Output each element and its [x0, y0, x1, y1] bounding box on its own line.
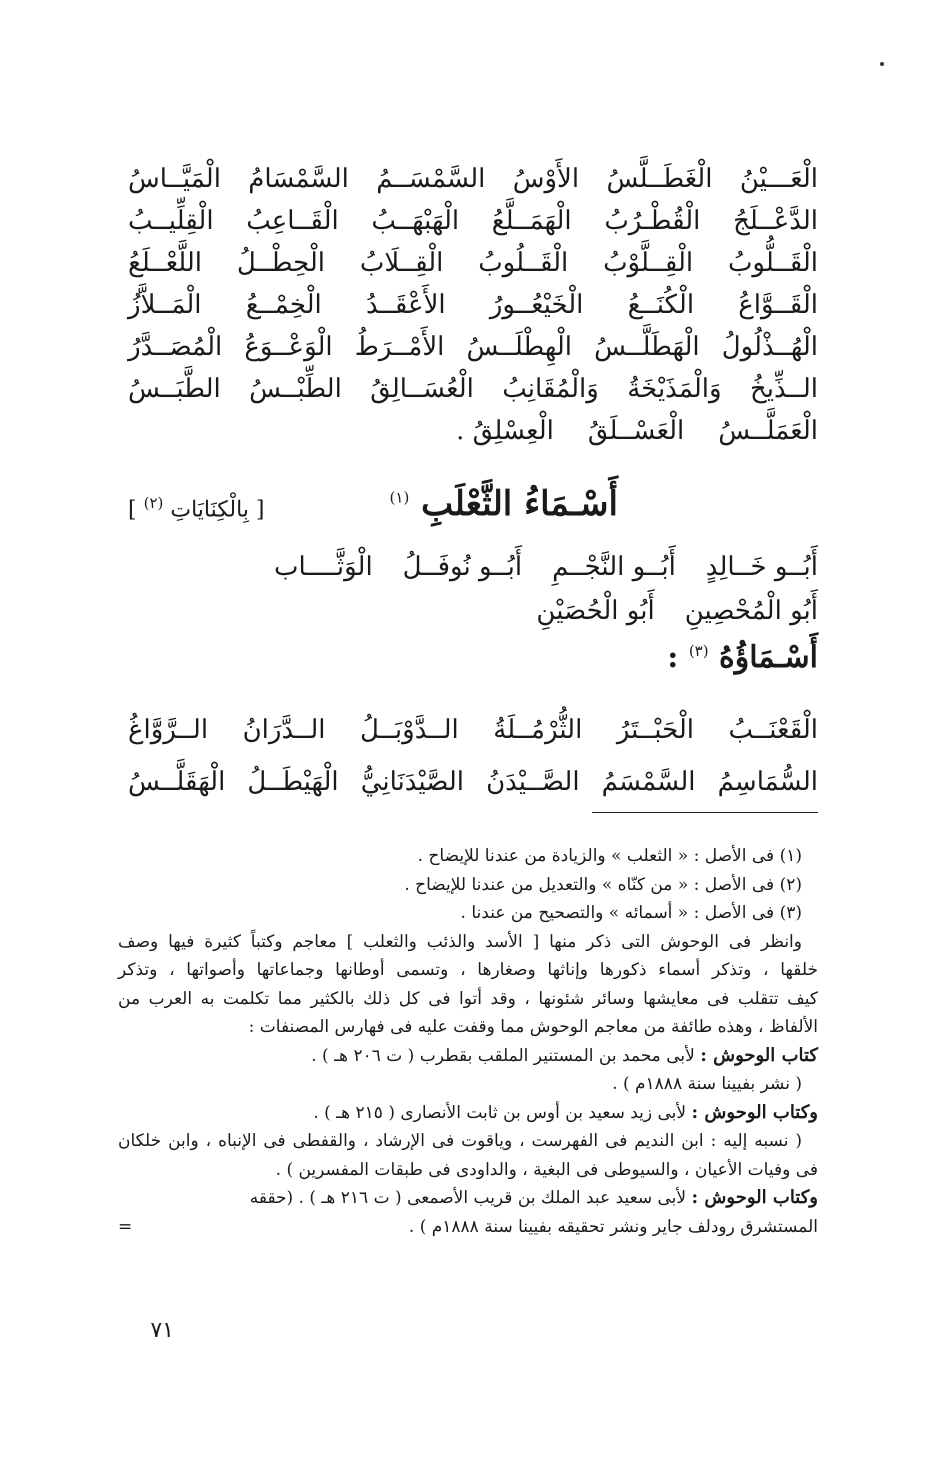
section-title	[390, 484, 618, 524]
word: الأَوْسُ	[512, 164, 580, 194]
word: وَالْمَذَيْخَةُ	[627, 374, 722, 404]
section-title-text: أَسْـمَاءُ الثَّعْلَبِ	[421, 484, 618, 524]
kunya-line-2	[536, 596, 818, 626]
word: الْكُنَــعُ	[627, 290, 695, 320]
word: الْهَبْهَــبُ	[371, 206, 460, 236]
footnote-separator	[592, 812, 818, 813]
kunya-label: [ بِالْكِنَايَاتِ	[170, 497, 265, 523]
book-title: وكتاب الوحوش :	[691, 1187, 818, 1208]
word: الْقُطْـرُبُ	[604, 206, 701, 236]
book-entry-2	[118, 1099, 818, 1128]
names-line-1	[128, 704, 818, 756]
footnote-ref-1: (١)	[389, 488, 410, 507]
book-entry-3	[118, 1184, 818, 1213]
word: الْعَسْــلَقُ	[587, 416, 685, 446]
word: الْحِطْــلُ	[236, 248, 326, 278]
book-entry-2-note: ( نسبه إليه : ابن النديم فى الفهرست ، وياقوت فى الإرشاد ، والقفطى فى الإنباه ، وابن خلكان	[118, 1131, 802, 1151]
word: الْعِسْلِقُ .	[456, 416, 554, 446]
word: الْقِــلَّوْبُ	[603, 248, 694, 278]
word: الْهَمَــلَّعُ	[491, 206, 572, 236]
name: الْهَقَلَّــسُ	[128, 767, 226, 797]
kunya-note	[128, 494, 265, 522]
kunya: أَبُو الْحُصَيْنِ	[536, 596, 655, 626]
word-line-7	[128, 410, 818, 452]
word: الأَمْــرَطُ	[354, 332, 445, 362]
kunya: أَبُو الْمُحْصِينِ	[684, 596, 818, 626]
book-author: لأبى محمد بن المستنير الملقب بقطرب ( ت ٢٠٦ هـ ) .	[311, 1045, 701, 1066]
book-entry-2-note: فى وفيات الأعيان ، والسيوطى فى البغية ، والداودى فى طبقات المفسرين ) .	[275, 1159, 818, 1180]
name: الثُّرْمُــلَةُ	[493, 715, 583, 745]
word: الْعَـــيْنُ	[739, 164, 818, 194]
book-author: لأبى سعيد عبد الملك بن قريب الأصمعى ( ت ٢١٦ هـ ) . (حققه	[249, 1188, 692, 1208]
name: الــرَّوَّاغُ	[128, 715, 209, 745]
footnote-3: (٣) فى الأصل : « أسمائه » والتصحيح من عندنا .	[460, 903, 802, 923]
footnote-paragraph-line: الألفاظ ، وهذه طائفة من معاجم الوحوش مما وقفت عليه فى فهارس المصنفات :	[248, 1017, 818, 1037]
name: الْقَعْنَــبُ	[728, 715, 818, 745]
word: الأَعْقَــدُ	[366, 290, 446, 320]
name: الــدَّرَانُ	[242, 715, 326, 745]
fox-names-list	[128, 704, 818, 808]
word: الْمَيَّــاسُ	[128, 164, 221, 194]
name: الْحَبْــتَرُ	[616, 715, 695, 745]
word: الْوَعْــوَعُ	[244, 332, 333, 362]
book-entry-3-note	[118, 1213, 818, 1242]
name: الصَّــيْدَنُ	[486, 767, 580, 797]
book-entry-1	[118, 1042, 818, 1071]
word-line-1	[128, 158, 818, 200]
kunya: أَبُــو النَّجْــمِ	[552, 552, 676, 582]
fox-words-list	[128, 158, 818, 452]
word: الدَّعْــلَجُ	[733, 206, 818, 236]
word: الطِّبْــسُ	[249, 374, 342, 404]
book-title: كتاب الوحوش :	[700, 1044, 818, 1066]
word: الــذِّيخُ	[749, 374, 818, 404]
names-line-2	[128, 756, 818, 808]
book-author: لأبى زيد سعيد بن أوس بن ثابت الأنصارى ( ٢١٥ هـ ) .	[313, 1102, 692, 1123]
footnote-2: (٢) فى الأصل : « من كنّاه » والتعديل من عندنا للإيضاح .	[404, 874, 802, 895]
word: اللَّعْــلَعُ	[128, 248, 203, 278]
footnote-paragraph-line: وانظر فى الوحوش التى ذكر منها [ الأسد والذئب والثعلب ] معاجم وكتباً كثيرة فيها وصف	[118, 931, 802, 952]
page-number: ٧١	[150, 1318, 174, 1343]
word: الْعُسَــالِقُ	[370, 374, 474, 404]
continuation-mark: =	[118, 1216, 133, 1237]
footnote-paragraph-line: كيف تتقلب فى معايشها وسائر شئونها ، وقد أتوا فى كل ذلك بالكثير مما تكلمت به العرب من	[118, 988, 818, 1009]
kunya-close-bracket: ]	[128, 497, 137, 523]
name: السَّمْسَمُ	[601, 767, 696, 797]
word: الْعَمَلَّــسُ	[718, 416, 818, 446]
word: الْقَــلُوبُ	[478, 248, 569, 278]
footnotes	[118, 842, 818, 1241]
word: الْخِمْــعُ	[245, 290, 322, 320]
section-heading-row	[128, 484, 818, 534]
kunya: أَبُــو نُوفَــلُ	[402, 552, 523, 582]
name: الْهَيْطَــلُ	[247, 767, 339, 797]
subheading-colon: :	[667, 640, 679, 675]
word: الْهَطَلَّــسُ	[594, 332, 700, 362]
word: الْغَطَــلَّسُ	[606, 164, 713, 194]
word: السَّمْسَــمُ	[376, 164, 486, 194]
word: الْخَيْعُــورُ	[489, 290, 584, 320]
word: الْقِلِّيــبُ	[128, 206, 214, 236]
kunya-line-1	[274, 552, 818, 582]
names-subheading	[667, 640, 818, 675]
word: الْقِــلَابُ	[359, 248, 444, 278]
kunya: الْوَثَّــــاب	[273, 552, 373, 582]
word: الطَّبَــسُ	[128, 374, 221, 404]
book-entry-3-note-text: المستشرق رودلف جاير ونشر تحقيقه بفيينا سنة ١٨٨٨م ) .	[408, 1216, 818, 1237]
names-subheading-text: أَسْـمَاؤُهُ	[719, 640, 818, 675]
word: الْهِطْلَــسُ	[466, 332, 572, 362]
word: السَّمْسَامُ	[248, 164, 349, 194]
name: الصَّيْدَنَانِيُّ	[360, 767, 464, 797]
word-line-4	[128, 284, 818, 326]
book-title: وكتاب الوحوش :	[691, 1101, 818, 1123]
book-entry-1-note: ( نشر بفيينا سنة ١٨٨٨م ) .	[612, 1074, 802, 1094]
kunya: أَبُــو خَــالِدٍ	[705, 552, 818, 582]
scan-speck	[880, 62, 884, 66]
footnote-1: (١) فى الأصل : « الثعلب » والزيادة من عندنا للإيضاح .	[417, 846, 802, 866]
footnote-ref-2: (٢)	[143, 494, 164, 512]
word: الْهُــذْلُولُ	[721, 332, 818, 362]
word-line-3	[128, 242, 818, 284]
word: الْقَــاعِبُ	[246, 206, 339, 236]
footnote-ref-3: (٣)	[688, 642, 709, 660]
word: الْمَــلاَّزُ	[128, 290, 202, 320]
footnote-paragraph-line: خلقها ، وتذكر أسماء ذكورها وإناثها وصغارها ، وتسمى أوطانها وجماعاتها وأصواتها ، وتذكر	[118, 960, 818, 980]
name: الــدَّوْبَــلُ	[360, 715, 459, 745]
name: السُّمَاسِمُ	[717, 767, 818, 797]
word: الْقَــوَّاعُ	[738, 290, 818, 320]
word-line-6	[128, 368, 818, 410]
word: الْقَــلُّوبُ	[727, 248, 818, 278]
word-line-5	[128, 326, 818, 368]
word: وَالْمُقَانِبُ	[502, 374, 599, 404]
word: الْمُصَــدَّرُ	[128, 332, 223, 362]
word-line-2	[128, 200, 818, 242]
